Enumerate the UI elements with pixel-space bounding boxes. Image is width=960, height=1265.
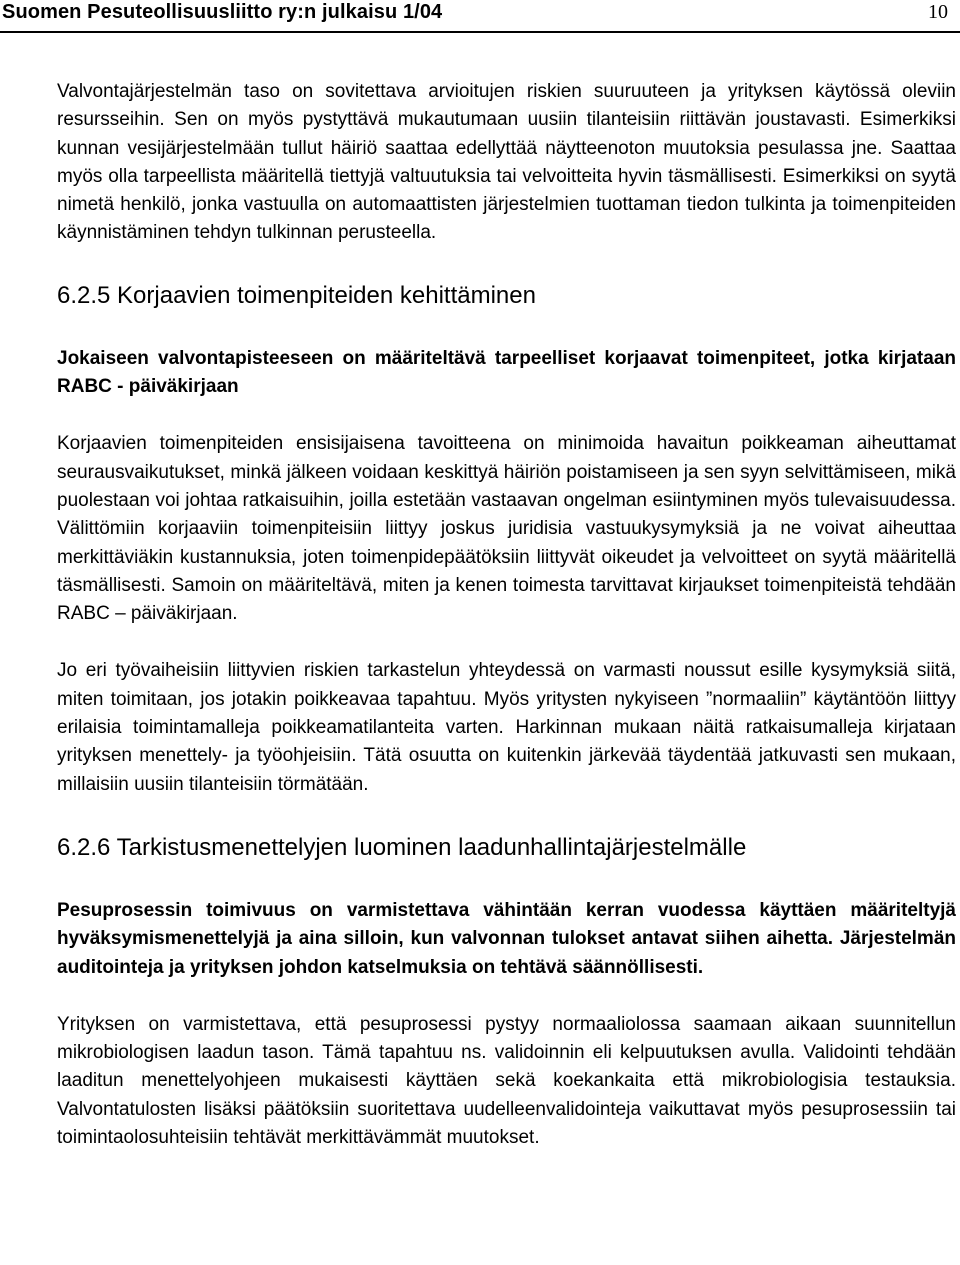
header-divider [0, 31, 960, 33]
section-6-2-6-paragraph-1: Yrityksen on varmistettava, että pesuprosessi pystyy normaaliolossa saamaan aikaan suunnitellun mikrobiologisen laadun tason. Tämä tapahtuu ns. validoinnin eli kelpuutuksen avulla. Validointi tehdään laaditun menettelyohjeen mukaisesti käyttäen sekä koekankaita että mikrobiologisia testauksia. Valvontatulosten lisäksi päätöksiin suoritettava uudelleenvalidointeja vaikuttavat myös pesuprosessiin tai toimintaolosuhteisiin tehtävät merkittävämmät muutokset. [57, 1013, 956, 1149]
section-6-2-5-paragraph-1: Korjaavien toimenpiteiden ensisijaisena tavoitteena on minimoida havaitun poikkeaman aiheuttamat seurausvaikutukset, minkä jälkeen voidaan keskittyä häiriön poistamiseen ja sen syyn selvittämiseen, mikä puolestaan voi johtaa ratkaisuihin, joilla estetään vastaavan ongelman esiintyminen myös tulevaisuudessa. Välittömiin korjaaviin toimenpiteisiin liittyy joskus juridisia vastuukysymyksiä ja ne voivat aiheuttaa merkittäviäkin kustannuksia, joten toimenpidepäätöksiin liittyvät oikeudet ja velvoitteet on syytä määritellä täsmällisesti. Samoin on määriteltävä, miten ja kenen toimesta tarvittavat kirjaukset toimenpiteistä tehdään RABC – päiväkirjaan. [57, 433, 956, 625]
page-number: 10 [928, 1, 948, 23]
intro-paragraph: Valvontajärjestelmän taso on sovitettava arvioitujen riskien suuruuteen ja yrityksen käytössä oleviin resursseihin. Sen on myös pystyttävä mukautumaan uusiin tilanteisiin riittävän joustavasti. Esimerkiksi kunnan vesijärjestelmään tullut häiriö saattaa edellyttää näytteenoton muutoksia pesulassa jne. Saattaa myös olla tarpeellista määritellä tiettyjä valtuutuksia tai velvoitteita hyvin täsmällisesti. Esimerkiksi on syytä nimetä henkilö, jonka vastuulla on automaattisten järjestelmien tuottaman tiedon tulkinta ja toimenpiteiden käynnistäminen tehdyn tulkinnan perusteella. [57, 81, 956, 244]
section-6-2-6-requirement: Pesuprosessin toimivuus on varmistettava vähintään kerran vuodessa käyttäen määriteltyjä hyväksymismenettelyjä ja aina silloin, kun valvonnan tulokset antavat siihen aihetta. Järjestelmän auditointeja ja yrityksen johdon katselmuksia on tehtävä säännöllisesti. [57, 899, 956, 978]
section-heading-6-2-5: 6.2.5 Korjaavien toimenpiteiden kehittäminen [57, 281, 536, 309]
section-heading-6-2-6: 6.2.6 Tarkistusmenettelyjen luominen laadunhallintajärjestelmälle [57, 833, 747, 861]
section-6-2-5-paragraph-2: Jo eri työvaiheisiin liittyvien riskien tarkastelun yhteydessä on varmasti noussut esille kysymyksiä siitä, miten toimitaan, jos jotakin poikkeavaa tapahtuu. Myös yritysten nykyiseen ”normaaliin” käytäntöön liittyy erilaisia toimintamalleja poikkeamatilanteita varten. Harkinnan mukaan näitä ratkaisumalleja kirjataan yrityksen menettely- ja työohjeisiin. Tätä osuutta on kuitenkin järkevää täydentää jatkuvasti sen mukaan, millaisiin uusiin tilanteisiin törmätään. [57, 660, 956, 795]
section-6-2-5-requirement: Jokaiseen valvontapisteeseen on määriteltävä tarpeelliset korjaavat toimenpiteet, jotka kirjataan RABC - päiväkirjaan [57, 347, 956, 398]
document-body [57, 78, 956, 1152]
publication-title: Suomen Pesuteollisuusliitto ry:n julkaisu 1/04 [2, 1, 443, 23]
page-header [0, 0, 960, 30]
